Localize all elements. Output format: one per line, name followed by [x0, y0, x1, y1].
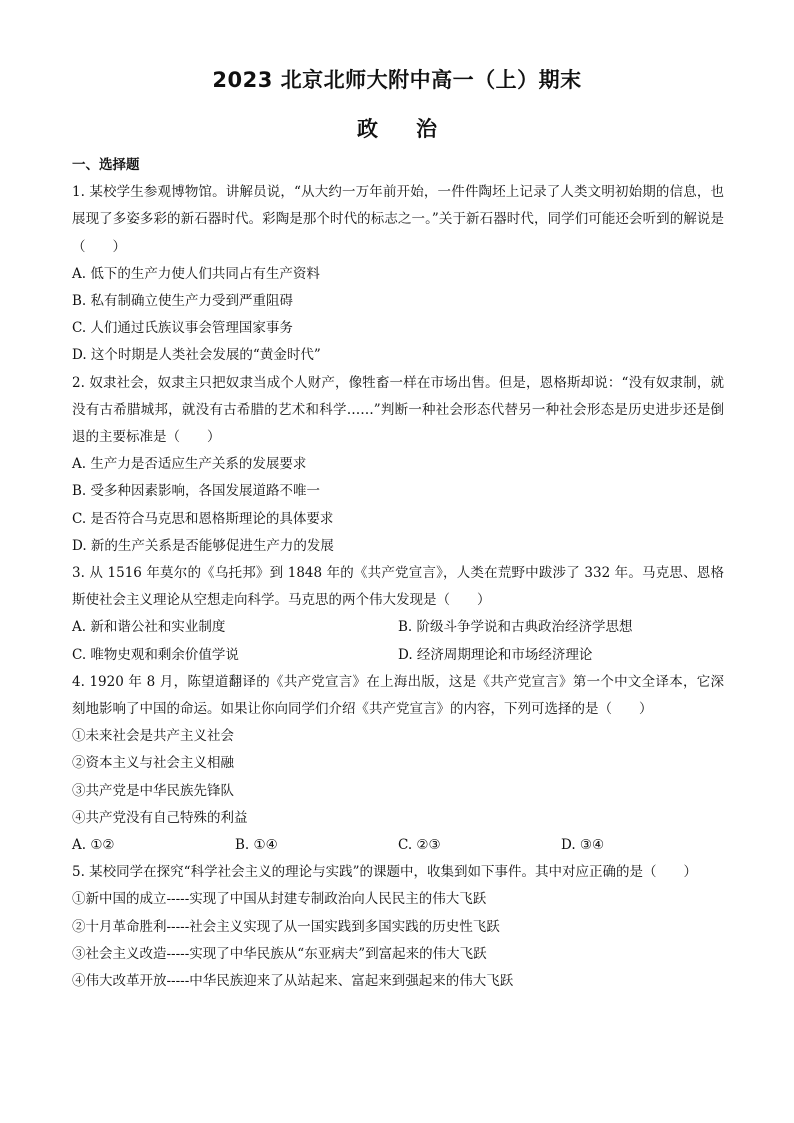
question-stem: 2. 奴隶社会，奴隶主只把奴隶当成个人财产，像牲畜一样在市场出售。但是，恩格斯却说：“没有奴隶制，就没有古希腊城邦，就没有古希腊的艺术和科学……”判断一种社会形态代替另一种社会形态是历史进步还是倒退的主要标准是（ ）	[72, 374, 724, 446]
option: A. 新和谐公社和实业制度	[72, 619, 226, 636]
option: B. 阶级斗争学说和古典政治经济学思想	[398, 619, 633, 636]
statement-item: ③社会主义改造-----实现了中华民族从“东亚病夫”到富起来的伟大飞跃	[72, 945, 487, 962]
option: D. ③④	[561, 837, 605, 854]
options-row	[72, 642, 724, 669]
document-title: 2023 北京北师大附中高一（上）期末	[212, 68, 582, 92]
option: C. 是否符合马克思和恩格斯理论的具体要求	[72, 510, 334, 527]
question-stem: 5. 某校同学在探究“科学社会主义的理论与实践”的课题中，收集到如下事件。其中对应正确的是（ ）	[72, 864, 697, 881]
option: C. 人们通过氏族议事会管理国家事务	[72, 320, 293, 337]
option: D. 这个时期是人类社会发展的“黄金时代”	[72, 347, 321, 364]
statement-item: ②十月革命胜利-----社会主义实现了从一国实践到多国实践的历史性飞跃	[72, 918, 500, 935]
option: C. ②③	[398, 837, 441, 854]
question-4	[72, 669, 724, 859]
question-3	[72, 560, 724, 669]
statement-item: ④伟大改革开放-----中华民族迎来了从站起来、富起来到强起来的伟大飞跃	[72, 973, 514, 990]
section-heading: 一、选择题	[72, 157, 140, 173]
option: C. 唯物史观和剩余价值学说	[72, 646, 239, 663]
statement-item: ④共产党没有自己特殊的利益	[72, 809, 248, 826]
statement-item: ①新中国的成立-----实现了中国从封建专制政治向人民民主的伟大飞跃	[72, 891, 487, 908]
statement-item: ③共产党是中华民族先锋队	[72, 782, 234, 799]
option: D. 经济周期理论和市场经济理论	[398, 646, 593, 663]
statement-item: ①未来社会是共产主义社会	[72, 728, 234, 745]
option: D. 新的生产关系是否能够促进生产力的发展	[72, 537, 334, 554]
option: B. ①④	[235, 837, 278, 854]
option: A. 低下的生产力使人们共同占有生产资料	[72, 265, 320, 282]
option: B. 私有制确立使生产力受到严重阻碍	[72, 293, 294, 310]
question-5	[72, 859, 724, 995]
option: B. 受多种因素影响，各国发展道路不唯一	[72, 483, 321, 500]
option: A. 生产力是否适应生产关系的发展要求	[72, 456, 307, 473]
options-row	[72, 614, 724, 641]
exam-content	[72, 152, 724, 995]
option: A. ①②	[72, 837, 115, 854]
question-stem: 4. 1920 年 8 月，陈望道翻译的《共产党宣言》在上海出版，这是《共产党宣言》第一个中文全译本，它深刻地影响了中国的命运。如果让你向同学们介绍《共产党宣言》的内容，下列可选择的是（ ）	[72, 673, 724, 718]
question-1	[72, 179, 724, 369]
question-stem: 3. 从 1516 年莫尔的《乌托邦》到 1848 年的《共产党宣言》，人类在荒野中跋涉了 332 年。马克思、恩格斯使社会主义理论从空想走向科学。马克思的两个伟大发现是（ ）	[72, 565, 724, 609]
question-2	[72, 370, 724, 560]
subject-title: 政治	[357, 117, 475, 141]
question-stem: 1. 某校学生参观博物馆。讲解员说，“从大约一万年前开始，一件件陶坯上记录了人类文明初始期的信息，也展现了多姿多彩的新石器时代。彩陶是那个时代的标志之一。”关于新石器时代，同学们可能还会听到的解说是（ ）	[72, 184, 724, 255]
statement-item: ②资本主义与社会主义相融	[72, 755, 234, 772]
options-row	[72, 832, 724, 859]
